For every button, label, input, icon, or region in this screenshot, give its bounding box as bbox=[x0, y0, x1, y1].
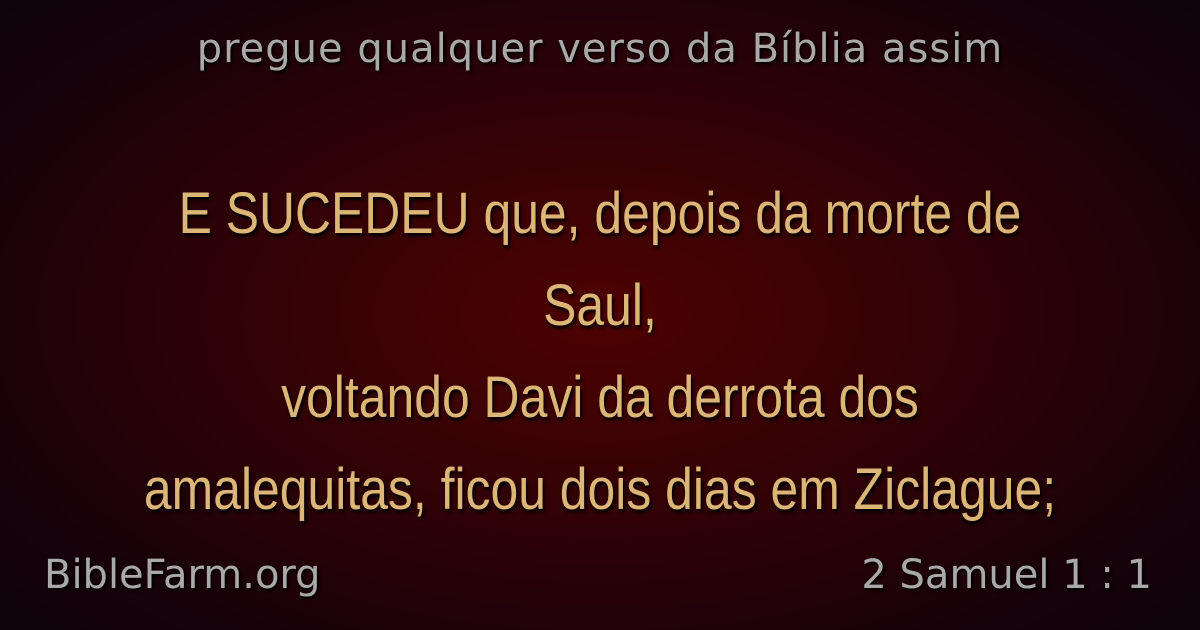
verse-reference: 2 Samuel 1 : 1 bbox=[861, 552, 1152, 598]
verse-line: amalequitas, ficou dois dias em Ziclague; bbox=[143, 457, 1057, 522]
tagline: pregue qualquer verso da Bíblia assim bbox=[196, 26, 1004, 72]
site-name: BibleFarm.org bbox=[44, 552, 321, 598]
verse-text bbox=[118, 168, 1081, 536]
verse-line: E SUCEDEU que, depois da morte de Saul, bbox=[178, 181, 1022, 338]
verse-line: voltando Davi da derrota dos bbox=[281, 365, 919, 430]
